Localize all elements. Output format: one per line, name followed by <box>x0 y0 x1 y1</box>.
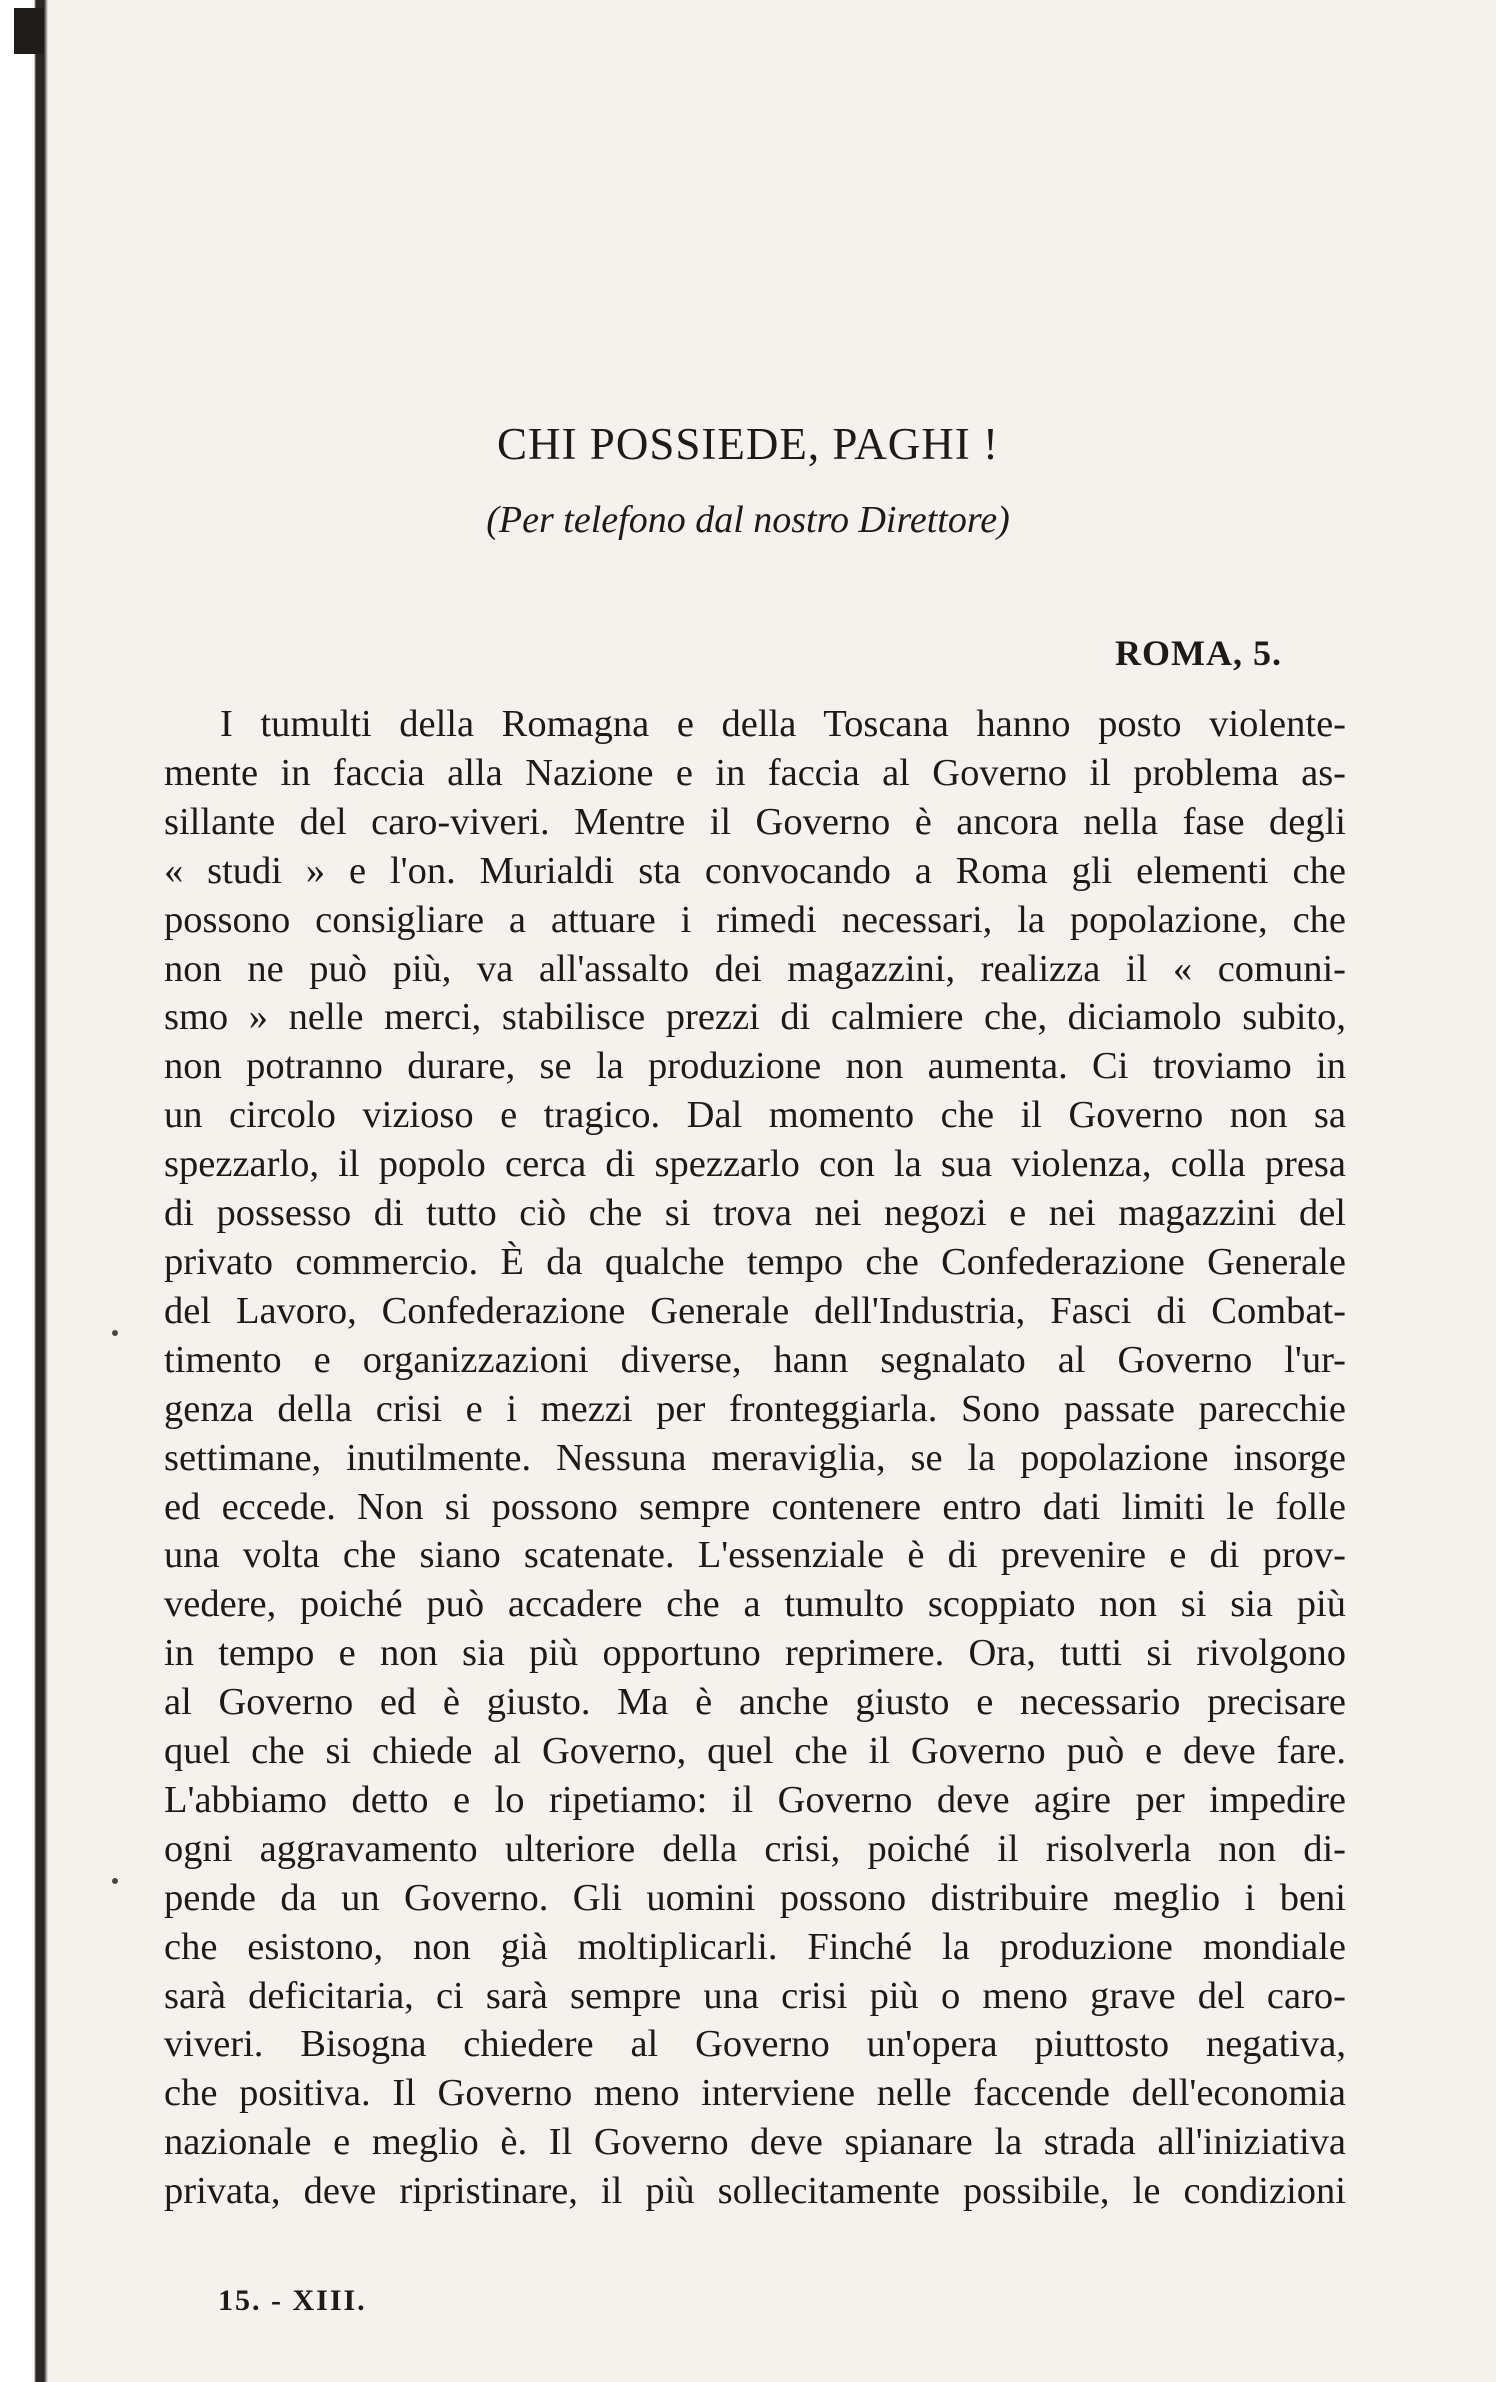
body-line: pende da un Governo. Gli uomini possono distribuire meglio i beni <box>164 1876 1346 1919</box>
body-line: mente in faccia alla Nazione e in faccia al Governo il problema as- <box>164 751 1346 794</box>
article-dateline: ROMA, 5. <box>1115 633 1282 673</box>
body-line: un circolo vizioso e tragico. Dal momento che il Governo non sa <box>164 1094 1346 1137</box>
body-line: viveri. Bisogna chiedere al Governo un'opera piuttosto negativa, <box>164 2023 1346 2066</box>
article-subtitle: (Per telefono dal nostro Direttore) <box>486 499 1010 541</box>
body-line: genza della crisi e i mezzi per fronteggiarla. Sono passate parecchie <box>164 1387 1346 1430</box>
binding-edge <box>0 0 50 2382</box>
body-line: nazionale e meglio è. Il Governo deve spianare la strada all'iniziativa <box>164 2121 1346 2164</box>
body-line: « studi » e l'on. Murialdi sta convocando a Roma gli elementi che <box>164 849 1346 892</box>
corner-mark <box>14 8 44 54</box>
body-line: sarà deficitaria, ci sarà sempre una crisi più o meno grave del caro- <box>164 1974 1346 2017</box>
body-line: al Governo ed è giusto. Ma è anche giusto e necessario precisare <box>164 1681 1346 1724</box>
body-line: non potranno durare, se la produzione non aumenta. Ci troviamo in <box>164 1045 1346 1088</box>
body-line: L'abbiamo detto e lo ripetiamo: il Governo deve agire per impedire <box>164 1778 1346 1821</box>
body-line: non ne può più, va all'assalto dei magazzini, realizza il « comuni- <box>164 947 1346 990</box>
margin-dot <box>112 1330 118 1336</box>
article-title: CHI POSSIEDE, PAGHI ! <box>497 419 999 469</box>
body-line: smo » nelle merci, stabilisce prezzi di calmiere che, diciamolo subito, <box>164 996 1346 1039</box>
body-line: in tempo e non sia più opportuno reprimere. Ora, tutti si rivolgono <box>164 1632 1346 1675</box>
body-line: settimane, inutilmente. Nessuna meraviglia, se la popolazione insorge <box>164 1436 1346 1479</box>
body-line: quel che si chiede al Governo, quel che il Governo può e deve fare. <box>164 1730 1346 1773</box>
body-line: che esistono, non già moltiplicarli. Finché la produzione mondiale <box>164 1925 1346 1968</box>
body-line: spezzarlo, il popolo cerca di spezzarlo con la sua violenza, colla presa <box>164 1143 1346 1186</box>
body-line: una volta che siano scatenate. L'essenziale è di prevenire e di prov- <box>164 1534 1346 1577</box>
body-line: ed eccede. Non si possono sempre contenere entro dati limiti le folle <box>164 1485 1346 1528</box>
body-line: sillante del caro-viveri. Mentre il Governo è ancora nella fase degli <box>164 800 1346 843</box>
body-line: del Lavoro, Confederazione Generale dell'Industria, Fasci di Combat- <box>164 1289 1346 1332</box>
body-line: vedere, poiché può accadere che a tumulto scoppiato non si sia più <box>164 1583 1346 1626</box>
article-body <box>164 700 1346 2216</box>
body-line: possono consigliare a attuare i rimedi necessari, la popolazione, che <box>164 898 1346 941</box>
body-line: di possesso di tutto ciò che si trova nei negozi e nei magazzini del <box>164 1192 1346 1235</box>
body-line: timento e organizzazioni diverse, hann segnalato al Governo l'ur- <box>164 1338 1346 1381</box>
body-line: ogni aggravamento ulteriore della crisi, poiché il risolverla non di- <box>164 1827 1346 1870</box>
body-line: privata, deve ripristinare, il più sollecitamente possibile, le condizioni <box>164 2170 1346 2213</box>
margin-dot <box>112 1878 118 1884</box>
page-number: 15. - XIII. <box>218 2284 367 2317</box>
body-line: che positiva. Il Governo meno interviene nelle faccende dell'economia <box>164 2072 1346 2115</box>
body-line: privato commercio. È da qualche tempo che Confederazione Generale <box>164 1240 1346 1283</box>
body-line: I tumulti della Romagna e della Toscana hanno posto violente- <box>220 703 1346 745</box>
